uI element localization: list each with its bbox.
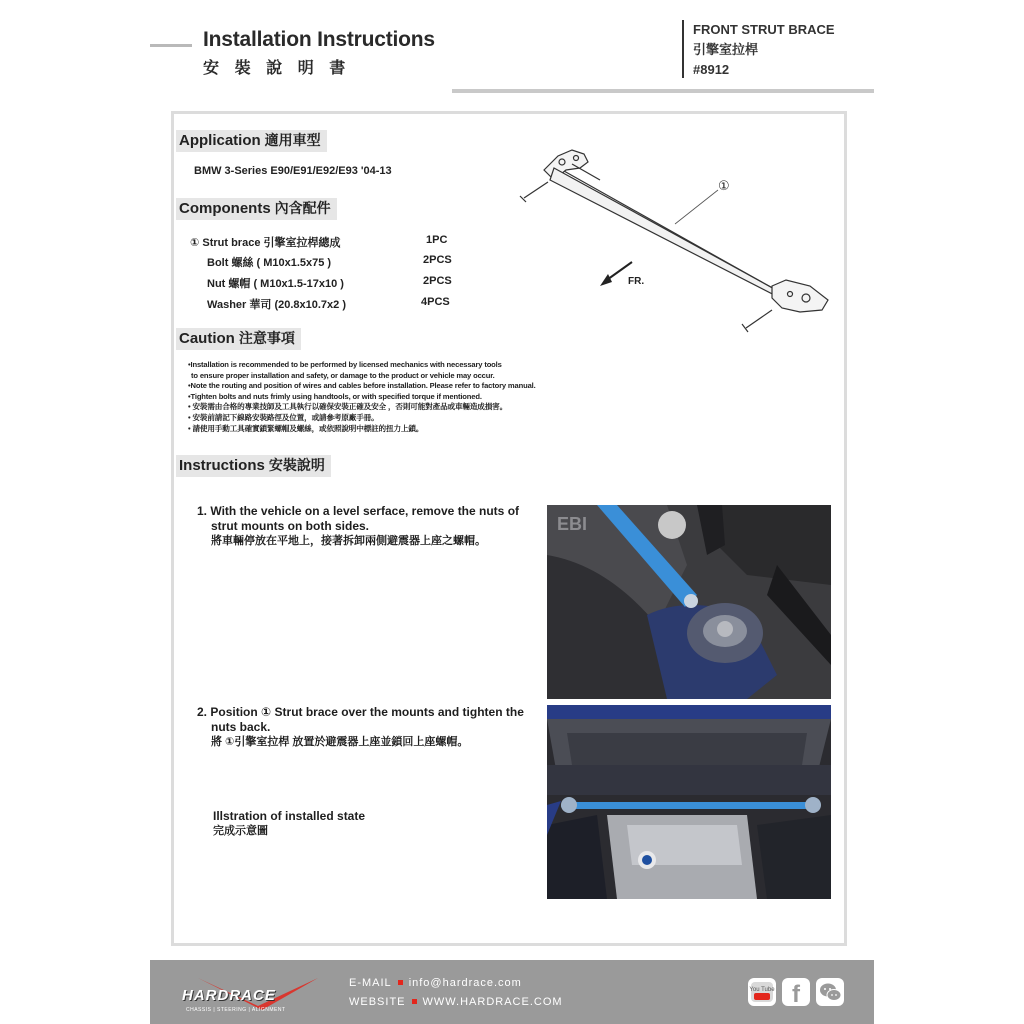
caution-title: Caution: [179, 330, 235, 347]
components-title-zh: 內含配件: [274, 201, 331, 217]
leader-line: [675, 190, 718, 224]
caution-title-zh: 注意事項: [238, 331, 295, 347]
application-heading: [176, 130, 327, 152]
component-qty: 2PCS: [423, 254, 452, 266]
caution-line: • 安裝前請記下線路安裝路徑及位置，或請參考原廠手冊。: [188, 412, 379, 422]
component-qty: 2PCS: [423, 275, 452, 287]
logo-wordmark: HARDRACE: [182, 987, 276, 1004]
bullet-square: [412, 999, 417, 1004]
website-line: [349, 996, 563, 1008]
strut-mount-photo: [547, 505, 831, 699]
engine-cover-marking: EBI: [557, 514, 588, 534]
caution-line: •Note the routing and position of wires and cables before installation. Please refer to factory manual.: [188, 381, 536, 391]
note-text-zh: 完成示意圖: [213, 825, 268, 837]
application-title: Application: [179, 132, 261, 149]
facebook-glyph: f: [792, 981, 800, 1006]
caution-line: •Installation is recommended to be performed by licensed mechanics with necessary tools: [188, 360, 502, 369]
page-title: Installation Instructions: [203, 28, 435, 51]
component-name: Washer 華司 (20.8x10.7x2 ): [207, 299, 346, 311]
direction-label: FR.: [628, 276, 645, 287]
step-text-zh: 將 ①引擎室拉桿 放置於避震器上座並鎖回上座螺帽。: [211, 736, 469, 748]
caution-list: [188, 360, 628, 434]
product-name: FRONT STRUT BRACE: [693, 22, 835, 37]
caution-heading: [176, 328, 301, 350]
step-text: Position ① Strut brace over the mounts and tighten the: [210, 705, 524, 719]
step-text-cont: strut mounts on both sides.: [211, 519, 369, 533]
step-number: 2.: [197, 705, 208, 719]
application-title-zh: 適用車型: [264, 133, 321, 149]
component-name: Bolt 螺絲 ( M10x1.5x75 ): [207, 257, 332, 269]
component-qty: 4PCS: [421, 296, 450, 308]
step-2: [197, 705, 524, 750]
caution-line: • 請使用手動工具確實鎖緊螺帽及螺絲，或依照說明中標註的扭力上鎖。: [188, 423, 424, 433]
youtube-icon[interactable]: [748, 978, 776, 1006]
installed-state-photo: [547, 705, 831, 899]
components-title: Components: [179, 200, 271, 217]
product-info: [682, 20, 835, 78]
strut-brace-diagram: [510, 140, 850, 340]
step-text-zh: 將車輛停放在平地上，接著拆卸兩側避震器上座之螺帽。: [211, 535, 486, 547]
caution-line: • 安裝需由合格的專業技師及工具執行以確保安裝正確及安全 ，否則可能對產品或車輛造成損害。: [188, 402, 508, 412]
instructions-heading: [176, 455, 331, 477]
caution-line: •Tighten bolts and nuts frimly using handtools, or with specified torque if mentioned.: [188, 391, 482, 401]
note-text: Illstration of installed state: [213, 809, 366, 823]
installed-state-note: [213, 809, 365, 839]
wechat-icon[interactable]: [816, 978, 844, 1006]
part-marker: ①: [718, 179, 730, 194]
facebook-icon[interactable]: [782, 978, 810, 1006]
component-name: ① Strut brace 引擎室拉桿總成: [190, 237, 341, 249]
instructions-title: Instructions: [179, 457, 265, 474]
product-name-zh: 引擎室拉桿: [693, 42, 759, 57]
instructions-title-zh: 安裝說明: [268, 458, 325, 474]
bullet-square: [398, 980, 403, 985]
hardrace-logo: [178, 976, 328, 1016]
caution-line: to ensure proper installation and safety, or damage to the product or vehicle may occur.: [191, 370, 495, 380]
website-label: WEBSITE: [349, 996, 406, 1008]
youtube-text: You Tube: [749, 987, 775, 993]
components-heading: [176, 198, 337, 220]
logo-tagline: CHASSIS | STEERING | ALIGNMENT: [186, 1007, 286, 1013]
step-text: With the vehicle on a level serface, remove the nuts of: [210, 504, 520, 518]
page-title-zh: 安 裝 說 明 書: [203, 58, 351, 77]
email-line: [349, 977, 522, 989]
component-name: Nut 螺帽 ( M10x1.5-17x10 ): [207, 278, 344, 290]
email-link[interactable]: info@hardrace.com: [408, 977, 522, 989]
header-divider-right: [452, 89, 874, 93]
email-label: E-MAIL: [349, 977, 392, 989]
footer: [150, 960, 874, 1024]
step-number: 1.: [197, 504, 208, 518]
vehicle-fitment: BMW 3-Series E90/E91/E92/E93 '04-13: [194, 165, 392, 177]
header-divider-left: [150, 44, 192, 47]
product-code: #8912: [693, 62, 730, 77]
component-qty: 1PC: [426, 234, 448, 246]
step-text-cont: nuts back.: [211, 720, 271, 734]
step-1: [197, 504, 519, 549]
website-link[interactable]: WWW.HARDRACE.COM: [422, 996, 563, 1008]
